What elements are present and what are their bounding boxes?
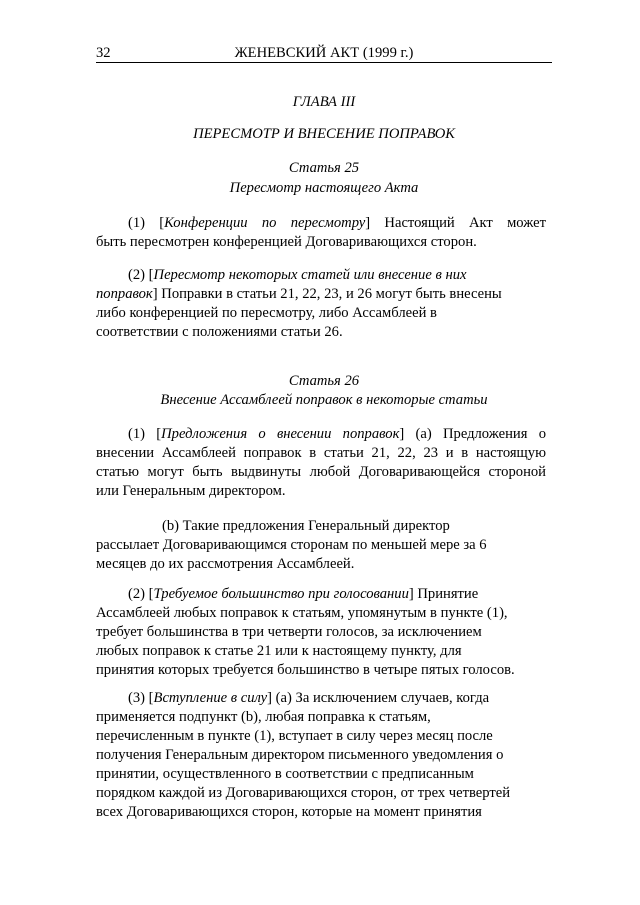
article-26-number: Статья 26 — [288, 373, 360, 389]
article-26-title: Внесение Ассамблеей поправок в некоторые статьи — [160, 392, 488, 408]
article-25-title: Пересмотр настоящего Акта — [229, 180, 419, 196]
chapter-title: ПЕРЕСМОТР И ВНЕСЕНИЕ ПОПРАВОК — [193, 126, 455, 142]
paragraph-line: внесении Ассамблеей поправок в статьи 21, 22, 23 и в настоящую — [96, 445, 546, 461]
article-26-paragraph-1b — [96, 517, 546, 574]
paragraph-line: (3) [Вступление в силу] (a) За исключением случаев, когда — [128, 690, 490, 706]
paragraph-line: требует большинства в три четверти голосов, за исключением — [96, 624, 482, 640]
paragraph-line: получения Генеральным директором письменного уведомления о — [96, 747, 504, 763]
paragraph-line: любых поправок к статье 21 или к настоящему пункту, для — [96, 643, 462, 659]
page-header — [96, 44, 552, 63]
paragraph-line: (2) [Пересмотр некоторых статей или внесение в них — [128, 267, 467, 283]
paragraph-heading: Предложения о внесении поправок — [161, 426, 400, 442]
paragraph-heading: Вступление в силу — [153, 690, 268, 706]
paragraph-line: месяцев до их рассмотрения Ассамблеей. — [96, 556, 355, 572]
paragraph-line: перечисленным в пункте (1), вступает в силу через месяц после — [96, 728, 493, 744]
paragraph-line: принятии, осуществленного в соответствии с предписанным — [96, 766, 474, 782]
article-25-number: Статья 25 — [288, 160, 360, 176]
paragraph-line: рассылает Договаривающимся сторонам по меньшей мере за 6 — [96, 537, 487, 553]
paragraph-line: или Генеральным директором. — [96, 483, 286, 499]
running-title: ЖЕНЕВСКИЙ АКТ (1999 г.) — [234, 45, 414, 61]
paragraph-line: (1) [Предложения о внесении поправок] (a) Предложения о — [128, 426, 546, 442]
paragraph-line: поправок] Поправки в статьи 21, 22, 23, и 26 могут быть внесены — [96, 286, 502, 302]
paragraph-line: (1) [Конференции по пересмотру] Настоящий Акт может — [128, 215, 546, 231]
paragraph-heading-cont: поправок — [96, 286, 153, 302]
article-25-paragraph-2 — [96, 266, 546, 342]
paragraph-heading: Требуемое большинство при голосовании — [153, 586, 409, 602]
page-number: 32 — [96, 45, 111, 61]
paragraph-heading: Конференции по пересмотру — [164, 215, 366, 231]
paragraph-line: (2) [Требуемое большинство при голосовании] Принятие — [128, 586, 479, 602]
paragraph-line: соответствии с положениями статьи 26. — [96, 324, 343, 340]
paragraph-line: всех Договаривающихся сторон, которые на момент принятия — [96, 804, 482, 820]
article-25-paragraph-1 — [96, 214, 546, 252]
chapter-number: ГЛАВА III — [292, 94, 356, 110]
paragraph-line: применяется подпункт (b), любая поправка к статьям, — [96, 709, 431, 725]
paragraph-line: порядком каждой из Договаривающихся сторон, от трех четвертей — [96, 785, 511, 801]
paragraph-line: либо конференцией по пересмотру, либо Ассамблеей в — [96, 305, 437, 321]
article-26-paragraph-2 — [96, 585, 546, 680]
paragraph-line: (b) Такие предложения Генеральный директор — [162, 518, 450, 534]
paragraph-heading: Пересмотр некоторых статей или внесение в них — [153, 267, 467, 283]
paragraph-line: статью могут быть выдвинуты любой Договаривающейся стороной — [96, 464, 546, 480]
article-26-paragraph-1 — [96, 425, 546, 501]
paragraph-line: быть пересмотрен конференцией Договаривающихся сторон. — [96, 234, 477, 250]
article-26-paragraph-3 — [96, 689, 546, 822]
paragraph-line: Ассамблеей любых поправок к статьям, упомянутым в пункте (1), — [96, 605, 508, 621]
paragraph-line: принятия которых требуется большинство в четыре пятых голосов. — [96, 662, 515, 678]
